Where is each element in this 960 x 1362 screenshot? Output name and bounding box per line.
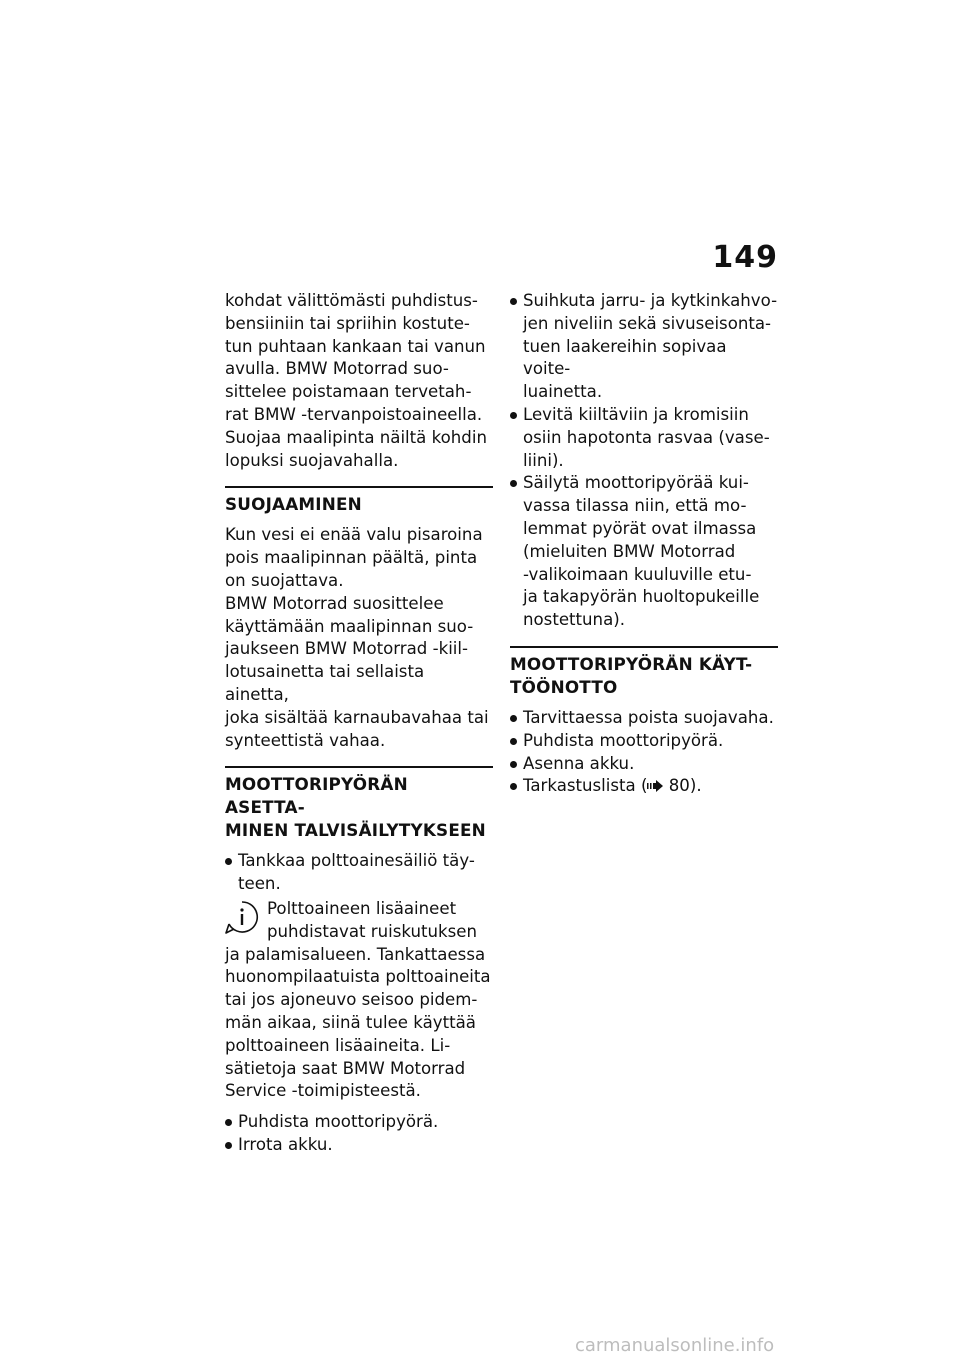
heading-suojaaminen: SUOJAAMINEN (225, 486, 493, 516)
info-note (225, 898, 493, 1103)
page-number: 149 (712, 240, 778, 275)
reference-arrow-icon[interactable] (647, 780, 663, 792)
note-text-rest: ja palamisalueen. Tankattaessa huonompilaatuista polttoaineita tai jos ajoneuvo seisoo pidem- män aikaa, siinä tulee käyttää polttoaineen lisäaineita. Li- sätietoja saat BMW Motorrad Service -toimipisteestä. (225, 944, 491, 1101)
bullet-grease-chrome: Levitä kiiltäviin ja kromisiin osiin hapotonta rasvaa (vase- liini). (510, 404, 778, 472)
bullet-remove-battery: Irrota akku. (225, 1134, 493, 1157)
bullet-store-dry: Säilytä moottoripyörää kui- vassa tilassa niin, että mo- lemmat pyörät ovat ilmassa (mieluiten BMW Motorrad -valikoimaan kuuluville etu- ja takapyörän huoltopukeille nostettuna). (510, 472, 778, 632)
bullet-fill-tank: Tankkaa polttoainesäiliö täy- teen. (225, 850, 493, 896)
bullet-install-battery: Asenna akku. (510, 753, 778, 776)
heading-winter-storage: MOOTTORIPYÖRÄN ASETTA- MINEN TALVISÄILYTYKSEEN (225, 766, 493, 842)
protection-paragraph-2: BMW Motorrad suosittelee käyttämään maalipinnan suo- jaukseen BMW Motorrad -kiil- lotusainetta tai sellaista ainetta, joka sisältää karnaubavahaa tai synteettistä vahaa. (225, 593, 489, 750)
bullet-clean-motorcycle: Puhdista moottoripyörä. (225, 1111, 493, 1134)
left-column (225, 290, 493, 1157)
right-column (510, 290, 778, 798)
checklist-page-ref[interactable]: 80). (668, 776, 702, 796)
bullet-remove-wax: Tarvittaessa poista suojavaha. (510, 707, 778, 730)
note-text-first: Polttoaineen lisäaineet puhdistavat ruiskutuksen (267, 898, 478, 941)
heading-commissioning: MOOTTORIPYÖRÄN KÄYT- TÖÖNOTTO (510, 646, 778, 699)
bullet-lubricate: Suihkuta jarru- ja kytkinkahvo- jen niveliin sekä sivuseisonta- tuen laakereihin sopivaa voite- luainetta. (510, 290, 778, 404)
intro-paragraph: kohdat välittömästi puhdistus- bensiiniin tai spriihin kostute- tun puhtaan kankaan tai vanun avulla. BMW Motorrad suo- sittelee poistamaan tervetah- rat BMW -tervanpoistoaineella. Suojaa maalipinta näiltä kohdin lopuksi suojavahalla. (225, 291, 487, 470)
footer-watermark: carmanualsonline.info (575, 1335, 775, 1356)
bullet-checklist (510, 775, 778, 798)
bullet-clean-motorcycle-2: Puhdista moottoripyörä. (510, 730, 778, 753)
protection-paragraph-1: Kun vesi ei enää valu pisaroina pois maalipinnan päältä, pinta on suojattava. (225, 525, 483, 590)
checklist-label: Tarkastuslista ( (523, 776, 648, 796)
info-icon (225, 900, 259, 934)
